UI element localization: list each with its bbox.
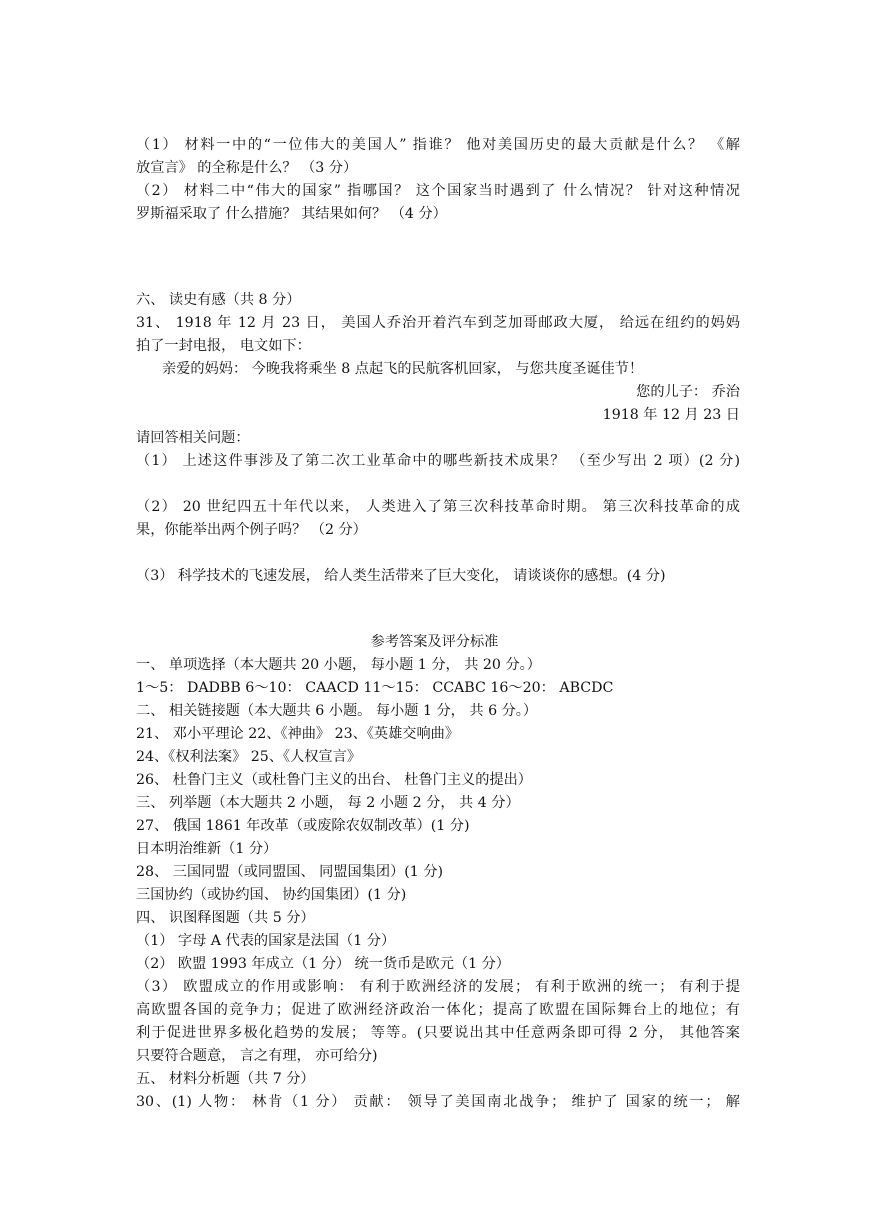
telegram-date: 1918 年 12 月 23 日 [602,407,740,423]
eu-impact-line-4: 只要符合题意， 言之有理， 亦可给分) [136,1048,378,1064]
answer-line: 二、 相关链接题（本大题共 6 小题。 每小题 1 分， 共 6 分。） [136,703,538,719]
question-1-line-2: 放宣言》 的全称是什么？ （3 分） [136,160,358,176]
sub-question-2-line-2: 果，你能举出两个例子吗？ （2 分） [136,522,367,538]
answer-line: 三国协约（或协约国、 协约国集团）(1 分) [136,887,407,903]
answer-line: 27、 俄国 1861 年改革（或废除农奴制改革）(1 分) [136,818,470,834]
answer-line: 三、 列举题（本大题共 2 小题， 每 2 小题 2 分， 共 4 分） [136,795,520,811]
question-2-line-2: 罗斯福采取了 什么措施？ 其结果如何？ （4 分） [136,206,447,222]
answer-prompt: 请回答相关问题： [136,430,250,446]
answer-line: 1～5： DADBB 6～10： CAACD 11～15： CCABC 16～20： ABCDC [136,680,614,696]
sub-question-3: （3） 科学技术的飞速发展， 给人类生活带来了巨大变化， 请谈谈你的感想。(4 分) [136,568,666,584]
question-2-line-1: （2） 材料二中“伟大的国家” 指哪国？ 这个国家当时遇到了 什么情况？ 针对这种情况 [136,183,740,199]
eu-impact-line-1: （3） 欧盟成立的作用或影响： 有利于欧洲经济的发展； 有利于欧洲的统一； 有利于提 [136,979,740,995]
answer-30-line-1: 30、(1) 人物： 林肯（1 分） 贡献： 领导了美国南北战争； 维护了 国家的统一； 解 [136,1094,740,1110]
answer-line: 日本明治维新（1 分） [136,841,278,857]
answers-title: 参考答案及评分标准 [370,634,499,650]
eu-impact-line-2: 高欧盟各国的竞争力；促进了欧洲经济政治一体化；提高了欧盟在国际舞台上的地位；有 [136,1002,740,1018]
answer-line: （1） 字母 A 代表的国家是法国（1 分） [136,933,396,949]
answer-line: 28、 三国同盟（或同盟国、 同盟国集团）(1 分) [136,864,444,880]
answer-line: 四、 识图释图题（共 5 分） [136,910,315,926]
sub-question-2-line-1: （2） 20 世纪四五十年代以来， 人类进入了第三次科技革命时期。 第三次科技革命的成 [136,499,740,515]
telegram-signature: 您的儿子： 乔治 [636,384,740,400]
question-31-line-1: 31、 1918 年 12 月 23 日， 美国人乔治开着汽车到芝加哥邮政大厦， 给远在纽约的妈妈 [136,315,740,331]
answer-line: 21、 邓小平理论 22、《神曲》 23、《英雄交响曲》 [136,726,460,742]
question-31-line-2: 拍了一封电报， 电文如下： [136,338,311,354]
sub-question-1: （1） 上述这件事涉及了第二次工业革命中的哪些新技术成果？ （至少写出 2 项）(2 分) [136,453,740,469]
eu-impact-line-3: 利于促进世界多极化趋势的发展； 等等。(只要说出其中任意两条即可得 2 分， 其他答案 [136,1025,740,1041]
question-1-line-1: （1） 材料一中的“一位伟大的美国人” 指谁？ 他对美国历史的最大贡献是什么？ 《解 [136,137,740,153]
answer-line: 24、《权利法案》 25、《人权宣言》 [136,749,362,765]
answer-line: （2） 欧盟 1993 年成立（1 分） 统一货币是欧元（1 分） [136,956,510,972]
part-6-heading: 六、 读史有感（共 8 分） [136,292,301,308]
part-5-heading: 五、 材料分析题（共 7 分） [136,1071,315,1087]
answer-line: 一、 单项选择（本大题共 20 小题， 每小题 1 分， 共 20 分。） [136,657,541,673]
telegram-body: 亲爱的妈妈： 今晚我将乘坐 8 点起飞的民航客机回家， 与您共度圣诞佳节！ [162,361,644,377]
answer-line: 26、 杜鲁门主义（或杜鲁门主义的出台、 杜鲁门主义的提出） [136,772,532,788]
